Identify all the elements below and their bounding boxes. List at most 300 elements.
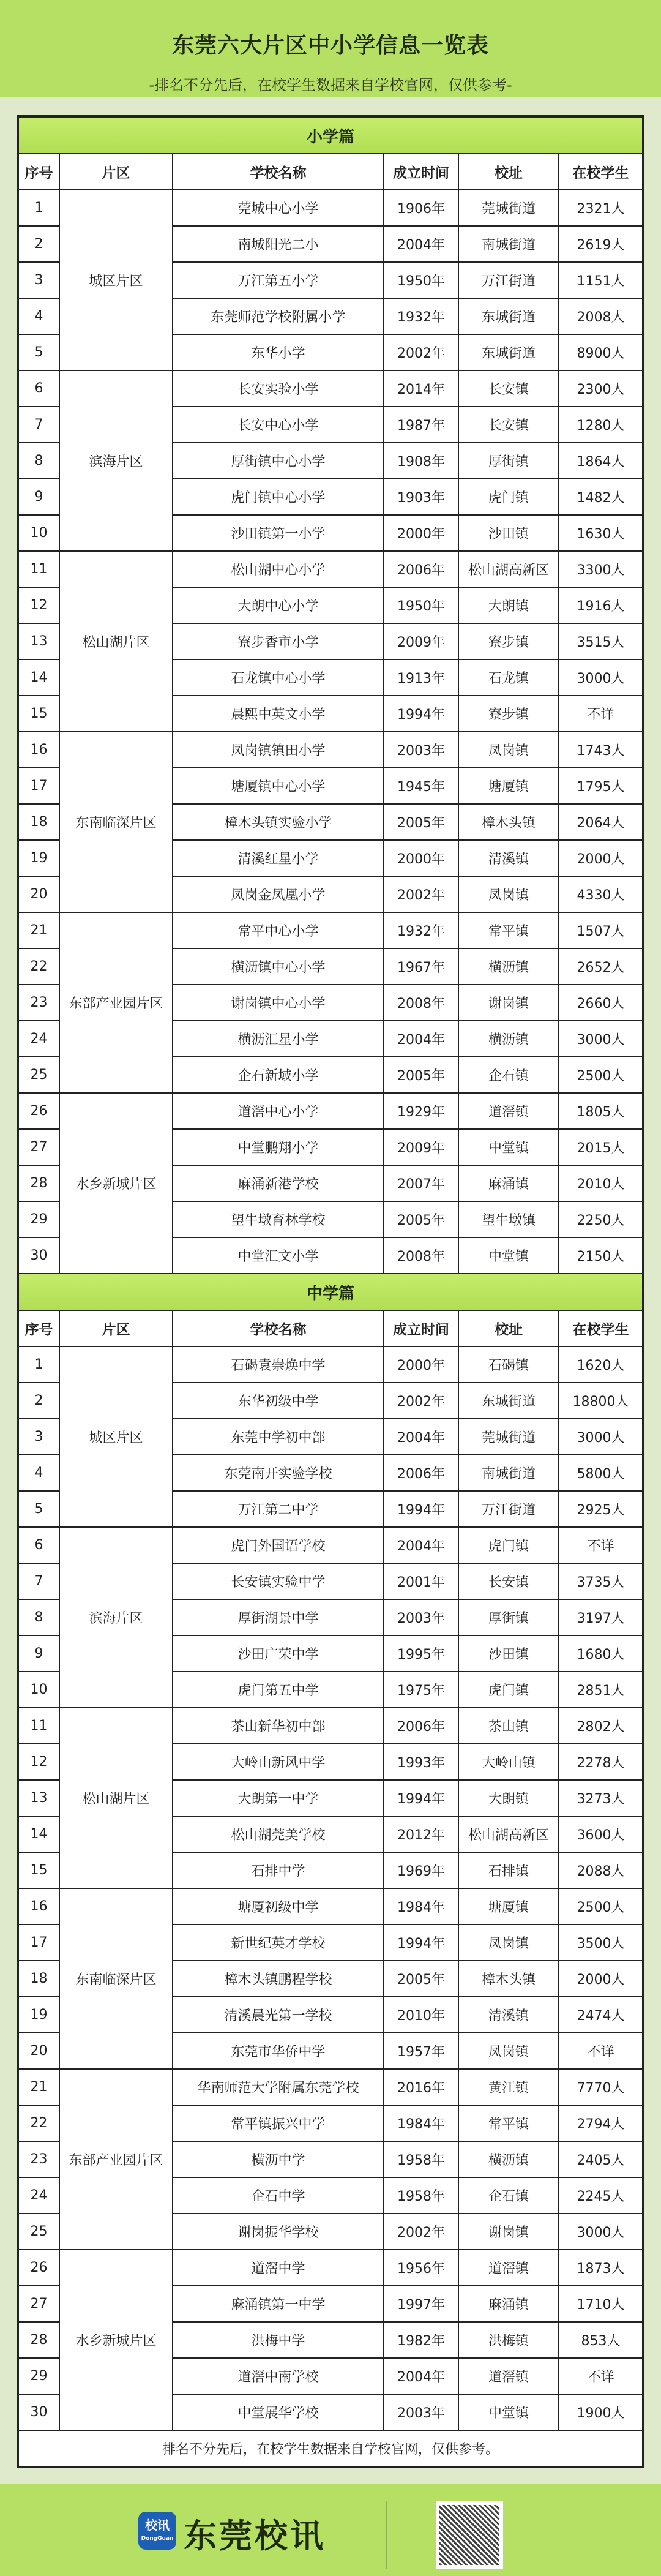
row-index: 30 xyxy=(18,2394,59,2430)
school-name: 大岭山新风中学 xyxy=(173,1744,384,1780)
school-name: 茶山新华初中部 xyxy=(173,1708,384,1744)
location: 道滘镇 xyxy=(458,2358,559,2394)
row-index: 14 xyxy=(18,659,59,696)
student-count: 18800人 xyxy=(559,1383,643,1419)
location: 麻涌镇 xyxy=(458,2286,559,2322)
school-name: 晨熙中英文小学 xyxy=(173,696,384,732)
location: 厚街镇 xyxy=(458,1599,559,1635)
location: 麻涌镇 xyxy=(458,1165,559,1201)
founded-year: 1984年 xyxy=(384,1888,458,1924)
student-count: 1864人 xyxy=(559,443,643,479)
school-name: 道滘中学 xyxy=(173,2250,384,2286)
founded-year: 1997年 xyxy=(384,2286,458,2322)
row-index: 20 xyxy=(18,2033,59,2069)
location: 东城街道 xyxy=(458,298,559,334)
location: 谢岗镇 xyxy=(458,985,559,1021)
column-header-row xyxy=(18,154,643,190)
school-name: 塘厦初级中学 xyxy=(173,1888,384,1924)
location: 横沥镇 xyxy=(458,948,559,985)
school-name: 企石中学 xyxy=(173,2177,384,2214)
row-index: 26 xyxy=(18,2250,59,2286)
location: 虎门镇 xyxy=(458,1672,559,1708)
section-title-row xyxy=(18,1274,643,1310)
column-header: 片区 xyxy=(59,1310,173,1346)
student-count: 7770人 xyxy=(559,2069,643,2105)
student-count: 2300人 xyxy=(559,370,643,407)
student-count: 不详 xyxy=(559,2358,643,2394)
column-header: 在校学生 xyxy=(559,154,643,190)
row-index: 4 xyxy=(18,298,59,334)
table-row xyxy=(18,1527,643,1563)
location: 企石镇 xyxy=(458,2177,559,2214)
location: 莞城街道 xyxy=(458,190,559,226)
student-count: 4330人 xyxy=(559,876,643,912)
location: 沙田镇 xyxy=(458,1635,559,1672)
row-index: 13 xyxy=(18,623,59,659)
founded-year: 2016年 xyxy=(384,2069,458,2105)
row-index: 18 xyxy=(18,1961,59,1997)
founded-year: 2004年 xyxy=(384,226,458,262)
row-index: 27 xyxy=(18,1129,59,1165)
founded-year: 2005年 xyxy=(384,804,458,840)
student-count: 5800人 xyxy=(559,1455,643,1491)
student-count: 3000人 xyxy=(559,2214,643,2250)
school-name: 东莞师范学校附属小学 xyxy=(173,298,384,334)
school-name: 万江第五小学 xyxy=(173,262,384,298)
student-count: 2794人 xyxy=(559,2105,643,2141)
location: 莞城街道 xyxy=(458,1419,559,1455)
row-index: 14 xyxy=(18,1816,59,1852)
founded-year: 1956年 xyxy=(384,2250,458,2286)
row-index: 22 xyxy=(18,2105,59,2141)
row-index: 25 xyxy=(18,1057,59,1093)
student-count: 1805人 xyxy=(559,1093,643,1129)
school-name: 长安镇实验中学 xyxy=(173,1563,384,1599)
student-count: 3515人 xyxy=(559,623,643,659)
table-row xyxy=(18,370,643,407)
brand-logo-icon: 校讯 DongGuan xyxy=(138,2512,176,2550)
school-name: 凤岗镇镇田小学 xyxy=(173,732,384,768)
row-index: 27 xyxy=(18,2286,59,2322)
region-cell: 东南临深片区 xyxy=(59,1888,173,2069)
student-count: 1795人 xyxy=(559,768,643,804)
founded-year: 1913年 xyxy=(384,659,458,696)
location: 清溪镇 xyxy=(458,1997,559,2033)
row-index: 9 xyxy=(18,1635,59,1672)
row-index: 11 xyxy=(18,551,59,587)
founded-year: 2003年 xyxy=(384,732,458,768)
student-count: 1151人 xyxy=(559,262,643,298)
region-cell: 东部产业园片区 xyxy=(59,912,173,1093)
table-row xyxy=(18,1093,643,1129)
student-count: 2088人 xyxy=(559,1852,643,1888)
location: 松山湖高新区 xyxy=(458,1816,559,1852)
student-count: 853人 xyxy=(559,2322,643,2358)
founded-year: 2002年 xyxy=(384,2214,458,2250)
school-name: 厚街湖景中学 xyxy=(173,1599,384,1635)
founded-year: 1932年 xyxy=(384,912,458,948)
row-index: 15 xyxy=(18,1852,59,1888)
row-index: 13 xyxy=(18,1780,59,1816)
school-name: 凤岗金凤凰小学 xyxy=(173,876,384,912)
row-index: 3 xyxy=(18,262,59,298)
section-title-row xyxy=(18,117,643,154)
student-count: 2321人 xyxy=(559,190,643,226)
founded-year: 1969年 xyxy=(384,1852,458,1888)
row-index: 24 xyxy=(18,2177,59,2214)
row-index: 10 xyxy=(18,1672,59,1708)
founded-year: 1994年 xyxy=(384,1780,458,1816)
founded-year: 2005年 xyxy=(384,1057,458,1093)
location: 石碣镇 xyxy=(458,1346,559,1383)
student-count: 3000人 xyxy=(559,1021,643,1057)
founded-year: 1984年 xyxy=(384,2105,458,2141)
student-count: 2250人 xyxy=(559,1201,643,1237)
row-index: 12 xyxy=(18,587,59,623)
school-name: 塘厦镇中心小学 xyxy=(173,768,384,804)
founded-year: 1995年 xyxy=(384,1635,458,1672)
founded-year: 2014年 xyxy=(384,370,458,407)
school-name: 沙田广荣中学 xyxy=(173,1635,384,1672)
founded-year: 2003年 xyxy=(384,1599,458,1635)
row-index: 24 xyxy=(18,1021,59,1057)
location: 横沥镇 xyxy=(458,1021,559,1057)
qr-code-icon xyxy=(436,2501,503,2569)
location: 寮步镇 xyxy=(458,696,559,732)
column-header: 成立时间 xyxy=(384,154,458,190)
column-header-row xyxy=(18,1310,643,1346)
student-count: 3600人 xyxy=(559,1816,643,1852)
location: 道滘镇 xyxy=(458,1093,559,1129)
region-cell: 松山湖片区 xyxy=(59,551,173,732)
location: 厚街镇 xyxy=(458,443,559,479)
column-header: 校址 xyxy=(458,154,559,190)
location: 长安镇 xyxy=(458,1563,559,1599)
school-name: 虎门外国语学校 xyxy=(173,1527,384,1563)
school-name: 大朗第一中学 xyxy=(173,1780,384,1816)
school-name: 厚街镇中心小学 xyxy=(173,443,384,479)
school-name: 企石新域小学 xyxy=(173,1057,384,1093)
page-title: 东莞六大片区中小学信息一览表 xyxy=(171,33,489,58)
location: 望牛墩镇 xyxy=(458,1201,559,1237)
column-header: 学校名称 xyxy=(173,154,384,190)
founded-year: 1958年 xyxy=(384,2141,458,2177)
row-index: 28 xyxy=(18,2322,59,2358)
student-count: 1916人 xyxy=(559,587,643,623)
location: 凤岗镇 xyxy=(458,1924,559,1961)
student-count: 3273人 xyxy=(559,1780,643,1816)
founded-year: 1950年 xyxy=(384,587,458,623)
school-name: 洪梅中学 xyxy=(173,2322,384,2358)
founded-year: 2007年 xyxy=(384,1165,458,1201)
location: 松山湖高新区 xyxy=(458,551,559,587)
row-index: 29 xyxy=(18,2358,59,2394)
row-index: 6 xyxy=(18,1527,59,1563)
row-index: 15 xyxy=(18,696,59,732)
location: 清溪镇 xyxy=(458,840,559,876)
row-index: 17 xyxy=(18,768,59,804)
student-count: 1280人 xyxy=(559,407,643,443)
school-name: 清溪晨光第一学校 xyxy=(173,1997,384,2033)
row-index: 20 xyxy=(18,876,59,912)
founded-year: 1975年 xyxy=(384,1672,458,1708)
founded-year: 1987年 xyxy=(384,407,458,443)
location: 常平镇 xyxy=(458,912,559,948)
location: 凤岗镇 xyxy=(458,876,559,912)
founded-year: 1950年 xyxy=(384,262,458,298)
location: 黄江镇 xyxy=(458,2069,559,2105)
student-count: 8900人 xyxy=(559,334,643,370)
location: 茶山镇 xyxy=(458,1708,559,1744)
student-count: 1680人 xyxy=(559,1635,643,1672)
school-name: 樟木头镇鹏程学校 xyxy=(173,1961,384,1997)
founded-year: 2000年 xyxy=(384,840,458,876)
school-name: 新世纪英才学校 xyxy=(173,1924,384,1961)
column-header: 校址 xyxy=(458,1310,559,1346)
location: 道滘镇 xyxy=(458,2250,559,2286)
row-index: 17 xyxy=(18,1924,59,1961)
school-name: 石龙镇中心小学 xyxy=(173,659,384,696)
founded-year: 1993年 xyxy=(384,1744,458,1780)
row-index: 2 xyxy=(18,226,59,262)
location: 长安镇 xyxy=(458,407,559,443)
student-count: 2500人 xyxy=(559,1057,643,1093)
location: 中堂镇 xyxy=(458,1129,559,1165)
student-count: 2245人 xyxy=(559,2177,643,2214)
row-index: 7 xyxy=(18,407,59,443)
student-count: 2010人 xyxy=(559,1165,643,1201)
student-count: 2500人 xyxy=(559,1888,643,1924)
school-name: 道滘中南学校 xyxy=(173,2358,384,2394)
founded-year: 2006年 xyxy=(384,1708,458,1744)
title-banner xyxy=(0,0,661,97)
school-name: 东莞市华侨中学 xyxy=(173,2033,384,2069)
founded-year: 1932年 xyxy=(384,298,458,334)
founded-year: 2004年 xyxy=(384,1527,458,1563)
student-count: 3500人 xyxy=(559,1924,643,1961)
location: 樟木头镇 xyxy=(458,804,559,840)
school-name: 沙田镇第一小学 xyxy=(173,515,384,551)
table-row xyxy=(18,551,643,587)
location: 中堂镇 xyxy=(458,2394,559,2430)
column-header: 序号 xyxy=(18,1310,59,1346)
student-count: 1630人 xyxy=(559,515,643,551)
location: 万江街道 xyxy=(458,262,559,298)
location: 虎门镇 xyxy=(458,1527,559,1563)
school-name: 常平中心小学 xyxy=(173,912,384,948)
school-name: 谢岗镇中心小学 xyxy=(173,985,384,1021)
location: 樟木头镇 xyxy=(458,1961,559,1997)
location: 南城街道 xyxy=(458,1455,559,1491)
student-count: 2000人 xyxy=(559,840,643,876)
founded-year: 2002年 xyxy=(384,876,458,912)
row-index: 2 xyxy=(18,1383,59,1419)
divider xyxy=(386,2501,387,2569)
student-count: 不详 xyxy=(559,2033,643,2069)
table-row xyxy=(18,732,643,768)
founded-year: 1957年 xyxy=(384,2033,458,2069)
location: 寮步镇 xyxy=(458,623,559,659)
founded-year: 2008年 xyxy=(384,1237,458,1274)
row-index: 1 xyxy=(18,190,59,226)
row-index: 25 xyxy=(18,2214,59,2250)
row-index: 3 xyxy=(18,1419,59,1455)
student-count: 1873人 xyxy=(559,2250,643,2286)
row-index: 22 xyxy=(18,948,59,985)
student-count: 1507人 xyxy=(559,912,643,948)
row-index: 23 xyxy=(18,985,59,1021)
student-count: 2802人 xyxy=(559,1708,643,1744)
school-name: 虎门第五中学 xyxy=(173,1672,384,1708)
location: 东城街道 xyxy=(458,1383,559,1419)
table-row xyxy=(18,2069,643,2105)
region-cell: 城区片区 xyxy=(59,1346,173,1527)
school-name: 望牛墩育林学校 xyxy=(173,1201,384,1237)
founded-year: 1994年 xyxy=(384,1924,458,1961)
table-row xyxy=(18,1346,643,1383)
region-cell: 东部产业园片区 xyxy=(59,2069,173,2250)
location: 石龙镇 xyxy=(458,659,559,696)
region-cell: 城区片区 xyxy=(59,190,173,370)
school-name: 东莞南开实验学校 xyxy=(173,1455,384,1491)
founded-year: 2004年 xyxy=(384,1021,458,1057)
column-header: 在校学生 xyxy=(559,1310,643,1346)
student-count: 2851人 xyxy=(559,1672,643,1708)
region-cell: 滨海片区 xyxy=(59,1527,173,1708)
founded-year: 2000年 xyxy=(384,515,458,551)
student-count: 2405人 xyxy=(559,2141,643,2177)
school-name: 东华初级中学 xyxy=(173,1383,384,1419)
row-index: 28 xyxy=(18,1165,59,1201)
student-count: 3300人 xyxy=(559,551,643,587)
location: 中堂镇 xyxy=(458,1237,559,1274)
location: 万江街道 xyxy=(458,1491,559,1527)
location: 横沥镇 xyxy=(458,2141,559,2177)
location: 虎门镇 xyxy=(458,479,559,515)
founded-year: 2006年 xyxy=(384,551,458,587)
student-count: 2660人 xyxy=(559,985,643,1021)
school-name: 寮步香市小学 xyxy=(173,623,384,659)
row-index: 8 xyxy=(18,443,59,479)
school-table xyxy=(17,115,644,2468)
founded-year: 1994年 xyxy=(384,1491,458,1527)
founded-year: 1958年 xyxy=(384,2177,458,2214)
row-index: 9 xyxy=(18,479,59,515)
school-name: 道滘中心小学 xyxy=(173,1093,384,1129)
student-count: 2619人 xyxy=(559,226,643,262)
student-count: 1743人 xyxy=(559,732,643,768)
brand-name: 东莞校讯 xyxy=(184,2517,326,2555)
founded-year: 1967年 xyxy=(384,948,458,985)
row-index: 16 xyxy=(18,1888,59,1924)
row-index: 5 xyxy=(18,1491,59,1527)
region-cell: 滨海片区 xyxy=(59,370,173,551)
school-name: 松山湖莞美学校 xyxy=(173,1816,384,1852)
founded-year: 2002年 xyxy=(384,334,458,370)
section-title: 小学篇 xyxy=(18,117,643,154)
school-name: 中堂展华学校 xyxy=(173,2394,384,2430)
row-index: 30 xyxy=(18,1237,59,1274)
location: 石排镇 xyxy=(458,1852,559,1888)
school-name: 东莞中学初中部 xyxy=(173,1419,384,1455)
school-name: 石排中学 xyxy=(173,1852,384,1888)
footer-banner xyxy=(0,2484,661,2576)
footnote-row xyxy=(18,2430,643,2466)
founded-year: 1994年 xyxy=(384,696,458,732)
row-index: 21 xyxy=(18,2069,59,2105)
founded-year: 2004年 xyxy=(384,1419,458,1455)
student-count: 2008人 xyxy=(559,298,643,334)
column-header: 成立时间 xyxy=(384,1310,458,1346)
row-index: 7 xyxy=(18,1563,59,1599)
school-name: 横沥中学 xyxy=(173,2141,384,2177)
founded-year: 2000年 xyxy=(384,1346,458,1383)
row-index: 4 xyxy=(18,1455,59,1491)
founded-year: 1906年 xyxy=(384,190,458,226)
founded-year: 2008年 xyxy=(384,985,458,1021)
row-index: 10 xyxy=(18,515,59,551)
location: 东城街道 xyxy=(458,334,559,370)
founded-year: 1945年 xyxy=(384,768,458,804)
student-count: 1710人 xyxy=(559,2286,643,2322)
location: 洪梅镇 xyxy=(458,2322,559,2358)
student-count: 2064人 xyxy=(559,804,643,840)
row-index: 19 xyxy=(18,840,59,876)
school-name: 石碣袁崇焕中学 xyxy=(173,1346,384,1383)
school-name: 长安中心小学 xyxy=(173,407,384,443)
table-row xyxy=(18,1708,643,1744)
location: 大朗镇 xyxy=(458,1780,559,1816)
school-name: 虎门镇中心小学 xyxy=(173,479,384,515)
student-count: 1482人 xyxy=(559,479,643,515)
founded-year: 1982年 xyxy=(384,2322,458,2358)
student-count: 2015人 xyxy=(559,1129,643,1165)
row-index: 23 xyxy=(18,2141,59,2177)
row-index: 5 xyxy=(18,334,59,370)
founded-year: 1908年 xyxy=(384,443,458,479)
location: 沙田镇 xyxy=(458,515,559,551)
student-count: 2278人 xyxy=(559,1744,643,1780)
student-count: 不详 xyxy=(559,1527,643,1563)
location: 大岭山镇 xyxy=(458,1744,559,1780)
founded-year: 2001年 xyxy=(384,1563,458,1599)
location: 谢岗镇 xyxy=(458,2214,559,2250)
school-name: 麻涌镇第一中学 xyxy=(173,2286,384,2322)
school-name: 长安实验小学 xyxy=(173,370,384,407)
location: 常平镇 xyxy=(458,2105,559,2141)
founded-year: 2004年 xyxy=(384,2358,458,2394)
founded-year: 2009年 xyxy=(384,623,458,659)
row-index: 11 xyxy=(18,1708,59,1744)
school-name: 莞城中心小学 xyxy=(173,190,384,226)
location: 企石镇 xyxy=(458,1057,559,1093)
row-index: 6 xyxy=(18,370,59,407)
school-name: 华南师范大学附属东莞学校 xyxy=(173,2069,384,2105)
school-name: 横沥镇中心小学 xyxy=(173,948,384,985)
table-row xyxy=(18,190,643,226)
student-count: 2150人 xyxy=(559,1237,643,1274)
student-count: 3735人 xyxy=(559,1563,643,1599)
student-count: 3197人 xyxy=(559,1599,643,1635)
founded-year: 2006年 xyxy=(384,1455,458,1491)
school-name: 中堂汇文小学 xyxy=(173,1237,384,1274)
region-cell: 水乡新城片区 xyxy=(59,1093,173,1274)
founded-year: 2005年 xyxy=(384,1961,458,1997)
region-cell: 水乡新城片区 xyxy=(59,2250,173,2430)
school-name: 南城阳光二小 xyxy=(173,226,384,262)
row-index: 21 xyxy=(18,912,59,948)
founded-year: 1903年 xyxy=(384,479,458,515)
